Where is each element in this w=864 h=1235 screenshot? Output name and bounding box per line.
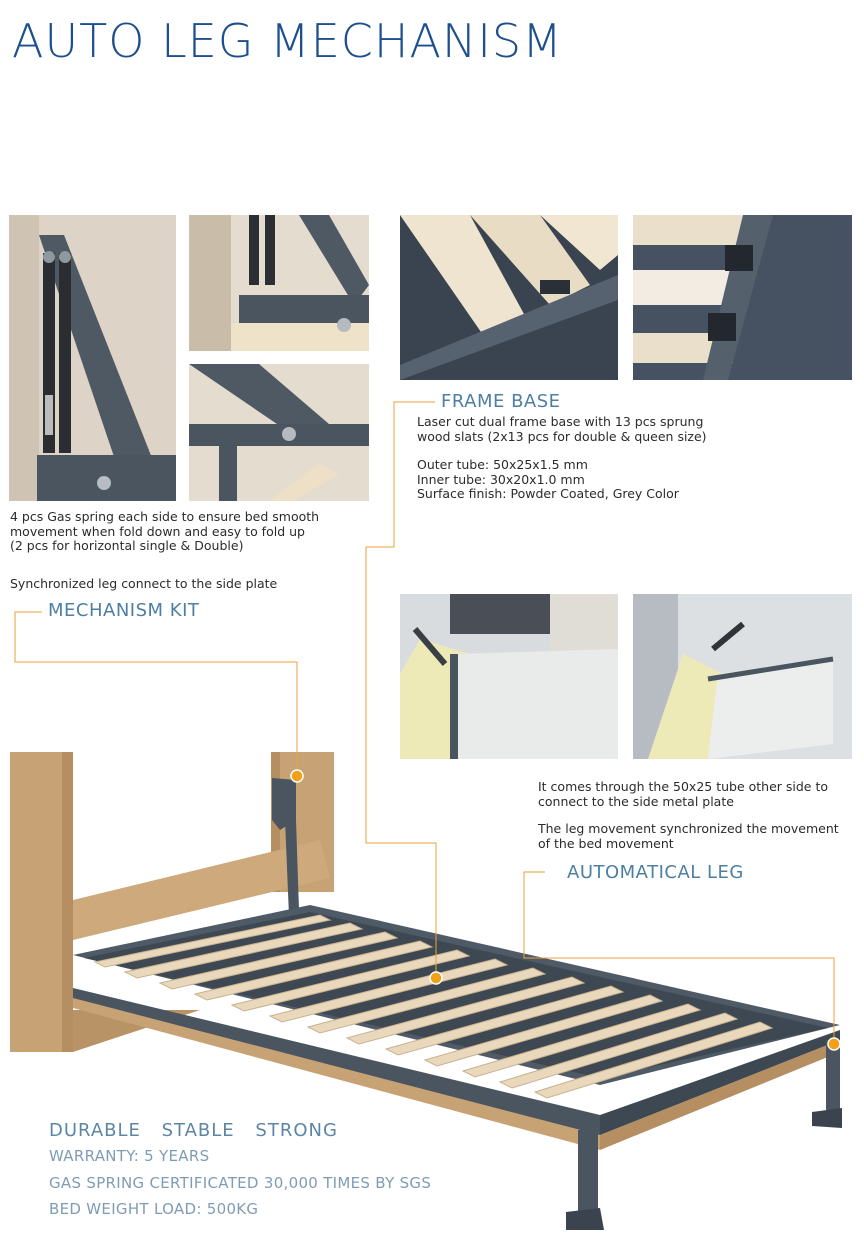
frame-base-photo-1 — [400, 215, 618, 380]
automatical-leg-label: AUTOMATICAL LEG — [567, 862, 744, 883]
weight-load-text: BED WEIGHT LOAD: 500KG — [49, 1200, 259, 1218]
mechanism-kit-label: MECHANISM KIT — [48, 600, 200, 621]
frame-base-label: FRAME BASE — [441, 391, 561, 412]
automatic-leg-photo-1 — [400, 594, 618, 759]
mechanism-description: 4 pcs Gas spring each side to ensure bed smooth movement when fold down and easy to fold up (2 pcs for horizontal single & Double) — [10, 509, 320, 553]
automatic-leg-photo-2 — [633, 594, 852, 759]
frame-base-description: Laser cut dual frame base with 13 pcs sprung wood slats (2x13 pcs for double & queen size) — [417, 414, 707, 444]
certification-text: GAS SPRING CERTIFICATED 30,000 TIMES BY SGS — [49, 1174, 432, 1192]
automatic-leg-description: It comes through the 50x25 tube other side to connect to the side metal plate — [538, 779, 829, 809]
mechanism-sync-note: Synchronized leg connect to the side plate — [10, 576, 278, 591]
frame-base-specs: Outer tube: 50x25x1.5 mm Inner tube: 30x20x1.0 mm Surface finish: Powder Coated, Grey Color — [417, 457, 679, 501]
gas-spring-photo-large — [9, 215, 176, 501]
page-title: AUTO LEG MECHANISM — [12, 14, 563, 68]
warranty-text: WARRANTY: 5 YEARS — [49, 1147, 210, 1165]
mechanism-base-photo — [189, 364, 369, 501]
automatic-leg-movement-note: The leg movement synchronized the movement of the bed movement — [538, 821, 839, 851]
specs-headline: DURABLE STABLE STRONG — [49, 1120, 338, 1141]
gas-spring-photo-top — [189, 215, 369, 351]
frame-base-photo-2 — [633, 215, 852, 380]
